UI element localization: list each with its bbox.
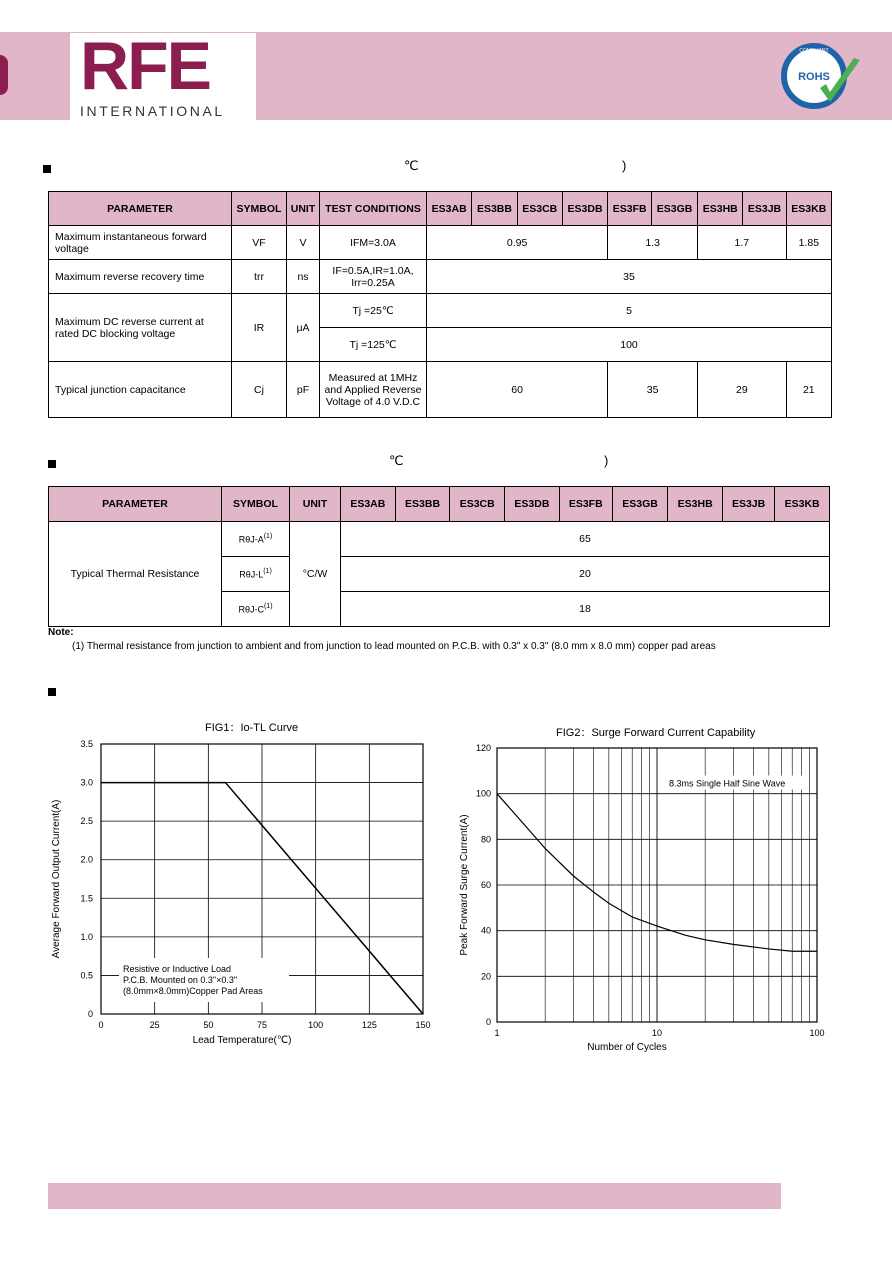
fig2-title: FIG2：Surge Forward Current Capability: [556, 727, 756, 739]
condition-vf: IFM=3.0A: [320, 226, 427, 260]
col-es3bb: ES3BB: [395, 487, 450, 522]
col-symbol: SYMBOL: [222, 487, 290, 522]
section1-paren: ): [622, 158, 627, 173]
unit-vf: V: [287, 226, 320, 260]
x-tick-label: 100: [308, 1020, 324, 1030]
y-tick-label: 2.5: [80, 816, 93, 827]
value-ir-125: 100: [427, 328, 832, 362]
symbol-rjl-sup: (1): [263, 567, 272, 575]
x-axis-label: Number of Cycles: [587, 1042, 667, 1053]
annotation-text: 8.3ms Single Half Sine Wave: [669, 778, 786, 789]
section1-degree: ℃: [404, 158, 419, 173]
col-es3cb: ES3CB: [450, 487, 505, 522]
x-tick-label: 1: [494, 1028, 500, 1038]
section2-paren: ): [604, 453, 609, 468]
value-cj-ab-db: 60: [427, 362, 608, 418]
param-trr: Maximum reverse recovery time: [49, 260, 232, 294]
condition-cj: Measured at 1MHz and Applied Reverse Voltage of 4.0 V.D.C: [320, 362, 427, 418]
x-tick-label: 25: [149, 1020, 160, 1030]
col-es3kb: ES3KB: [775, 487, 830, 522]
param-ir: Maximum DC reverse current at rated DC blocking voltage: [49, 294, 232, 362]
rohs-badge: [776, 38, 862, 114]
value-rja: 65: [341, 522, 830, 557]
symbol-trr: trr: [232, 260, 287, 294]
rohs-ring-text: COMPLIANT: [799, 48, 829, 54]
symbol-rja-sup: (1): [263, 532, 273, 540]
table-row: [49, 260, 832, 294]
rohs-text: ROHS: [798, 71, 830, 83]
section2-degree: ℃: [389, 453, 404, 468]
header-accent: [0, 55, 8, 95]
condition-ir-125: Tj =125℃: [320, 328, 427, 362]
annotation-text: P.C.B. Mounted on 0.3"×0.3": [123, 975, 238, 985]
symbol-rjl-text: RθJ-L: [239, 569, 264, 580]
logo-text: RFE: [80, 28, 210, 104]
y-tick-label: 40: [480, 925, 491, 936]
section3-bullet: [48, 688, 56, 696]
col-es3bb: ES3BB: [472, 192, 517, 226]
value-ir-25: 5: [427, 294, 832, 328]
value-rjl: 20: [341, 557, 830, 592]
y-tick-label: 3.0: [80, 777, 93, 788]
table-row: [49, 362, 832, 418]
y-tick-label: 1.5: [80, 893, 93, 904]
col-es3hb: ES3HB: [698, 192, 743, 226]
col-es3db: ES3DB: [505, 487, 560, 522]
y-tick-label: 80: [480, 834, 491, 845]
y-axis-label: Average Forward Output Current(A): [51, 799, 62, 959]
y-tick-label: 0: [87, 1009, 93, 1019]
value-vf-hb-jb: 1.7: [698, 226, 787, 260]
x-tick-label: 10: [651, 1028, 663, 1038]
x-tick-label: 100: [809, 1028, 825, 1038]
symbol-rja-text: RθJ-A: [238, 534, 264, 545]
value-vf-fb-gb: 1.3: [608, 226, 698, 260]
footer-band: [48, 1183, 781, 1209]
param-thermal-resistance: Typical Thermal Resistance: [49, 522, 222, 627]
annotation-text: (8.0mm×8.0mm)Copper Pad Areas: [123, 986, 263, 996]
col-es3jb: ES3JB: [743, 192, 786, 226]
fig1-chart: [45, 733, 445, 1051]
condition-ir-25: Tj =25℃: [320, 294, 427, 328]
symbol-rjc-text: RθJ-C: [238, 604, 264, 615]
value-rjc: 18: [341, 592, 830, 627]
value-cj-kb: 21: [786, 362, 831, 418]
col-es3db: ES3DB: [562, 192, 607, 226]
y-tick-label: 20: [480, 971, 491, 982]
table-row: [49, 522, 830, 557]
table-row: [49, 294, 832, 328]
col-es3kb: ES3KB: [786, 192, 831, 226]
x-tick-label: 150: [415, 1020, 431, 1030]
y-tick-label: 100: [475, 788, 491, 799]
symbol-rjc-sup: (1): [263, 602, 273, 610]
value-vf-ab-db: 0.95: [427, 226, 608, 260]
col-es3ab: ES3AB: [341, 487, 396, 522]
col-test-conditions: TEST CONDITIONS: [320, 192, 427, 226]
condition-trr: IF=0.5A,IR=1.0A, Irr=0.25A: [320, 260, 427, 294]
col-es3fb: ES3FB: [559, 487, 612, 522]
annotation-text: Resistive or Inductive Load: [123, 964, 232, 974]
param-vf: Maximum instantaneous forward voltage: [49, 226, 232, 260]
col-symbol: SYMBOL: [232, 192, 287, 226]
col-unit: UNIT: [287, 192, 320, 226]
symbol-vf: VF: [232, 226, 287, 260]
y-tick-label: 60: [480, 880, 491, 890]
col-es3ab: ES3AB: [427, 192, 472, 226]
y-tick-label: 0: [485, 1017, 491, 1027]
y-axis-label: Peak Forward Surge Current(A): [459, 814, 470, 956]
x-axis-label: Lead Temperature(℃): [192, 1035, 292, 1046]
note-title: Note:: [48, 627, 74, 638]
symbol-rjc: [222, 592, 290, 627]
col-es3gb: ES3GB: [652, 192, 698, 226]
note-item: (1) Thermal resistance from junction to ambient and from junction to lead mounted on P.C.B. with 0.3" x 0.3" (8.0 mm x 8.0 mm) copper pad areas: [72, 641, 716, 652]
x-tick-label: 75: [256, 1020, 268, 1030]
symbol-cj: Cj: [232, 362, 287, 418]
value-cj-fb-gb: 35: [608, 362, 698, 418]
company-logo: [70, 28, 256, 121]
y-tick-label: 0.5: [80, 970, 93, 981]
unit-ir: μA: [287, 294, 320, 362]
col-es3hb: ES3HB: [668, 487, 723, 522]
col-es3cb: ES3CB: [517, 192, 562, 226]
x-tick-label: 125: [361, 1020, 377, 1030]
col-es3fb: ES3FB: [608, 192, 652, 226]
unit-cj: pF: [287, 362, 320, 418]
fig2-chart: [455, 738, 840, 1053]
y-tick-label: 1.0: [80, 931, 93, 942]
y-tick-label: 120: [475, 743, 491, 753]
col-es3gb: ES3GB: [612, 487, 668, 522]
table-row: [49, 226, 832, 260]
logo-subtext: INTERNATIONAL: [80, 103, 225, 119]
param-cj: Typical junction capacitance: [49, 362, 232, 418]
unit-thermal: °C/W: [290, 522, 341, 627]
x-tick-label: 50: [203, 1020, 214, 1030]
symbol-rjl: [222, 557, 290, 592]
col-es3jb: ES3JB: [723, 487, 775, 522]
value-trr: 35: [427, 260, 832, 294]
symbol-ir: IR: [232, 294, 287, 362]
col-parameter: PARAMETER: [49, 487, 222, 522]
x-tick-label: 0: [98, 1020, 104, 1030]
fig1-title: FIG1：Io-TL Curve: [205, 722, 299, 734]
unit-trr: ns: [287, 260, 320, 294]
value-cj-hb-jb: 29: [698, 362, 787, 418]
electrical-characteristics-table: [48, 191, 832, 418]
col-parameter: PARAMETER: [49, 192, 232, 226]
thermal-characteristics-table: [48, 486, 830, 627]
section1-bullet: [43, 165, 51, 173]
section2-bullet: [48, 460, 56, 468]
y-tick-label: 2.0: [80, 854, 93, 865]
symbol-rja: [222, 522, 290, 557]
y-tick-label: 3.5: [80, 739, 93, 749]
value-vf-kb: 1.85: [786, 226, 831, 260]
col-unit: UNIT: [290, 487, 341, 522]
